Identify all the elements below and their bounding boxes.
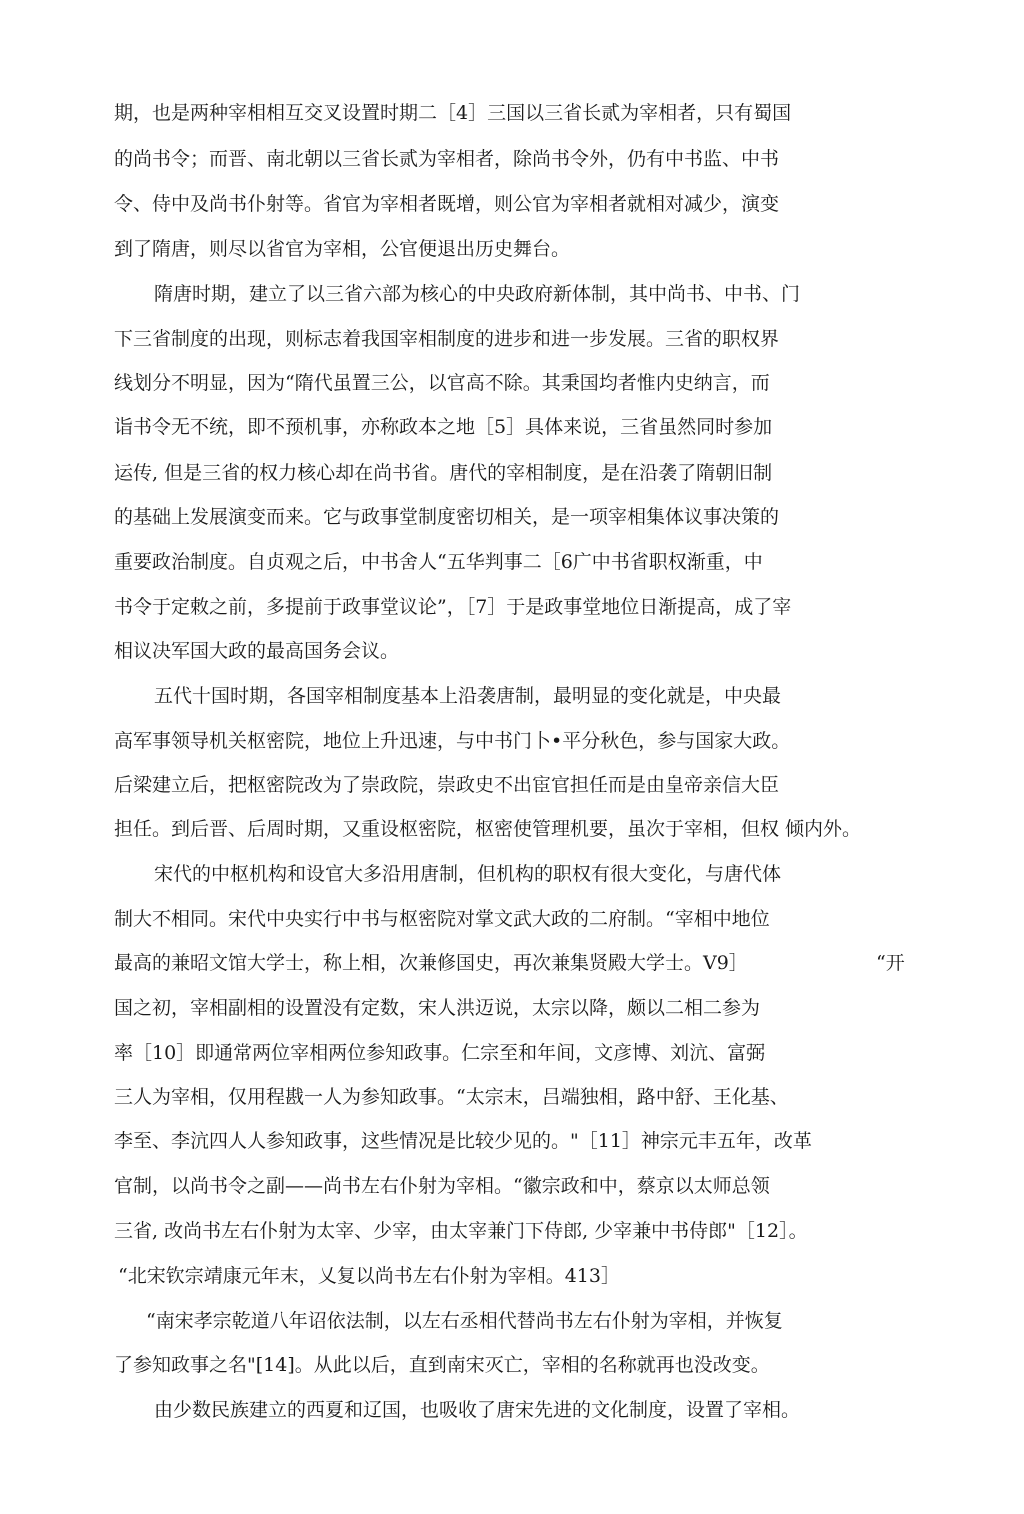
text-line: 了参知政事之名"[14]。从此以后，直到南宋灭亡，宰相的名称就再也没改变。 — [114, 1354, 770, 1376]
text-line: 三人为宰相，仅用程戡一人为参知政事。“太宗末，吕端独相，路中舒、王化基、 — [114, 1086, 789, 1108]
text-line: 高军事领导机关枢密院，地位上升迅速，与中书门卜•平分秋色，参与国家大政。 — [114, 730, 791, 752]
text-line: “南宋孝宗乾道八年诏依法制，以左右丞相代替尚书左右仆射为宰相，并恢复 — [146, 1310, 783, 1332]
text-line: “开 — [876, 952, 905, 974]
text-line: 宋代的中枢机构和设官大多沿用唐制，但机构的职权有很大变化，与唐代体 — [154, 863, 782, 885]
text-line: 最高的兼昭文馆大学士，称上相，次兼修国史，再次兼集贤殿大学士。V9］ — [114, 952, 748, 974]
text-line: 相议决军国大政的最高国务会议。 — [114, 640, 400, 662]
text-line: 书令于定敕之前，多提前于政事堂议论”，［7］于是政事堂地位日渐提高，成了宰 — [114, 596, 792, 618]
text-line: 制大不相同。宋代中央实行中书与枢密院对掌文武大政的二府制。“宰相中地位 — [114, 908, 770, 930]
text-line: 官制，以尚书令之副——尚书左右仆射为宰相。“徽宗政和中，蔡京以太师总领 — [114, 1175, 770, 1197]
text-line: 诣书令无不统，即不预机事，亦称政本之地［5］具体来说，三省虽然同时参加 — [114, 416, 773, 438]
text-line: 三省, 改尚书左右仆射为太宰、少宰，由太宰兼门下侍郎, 少宰兼中书侍郎"［12］。 — [114, 1220, 808, 1242]
text-line: 李至、李沆四人人参知政事，这些情况是比较少见的。"［11］神宗元丰五年，改革 — [114, 1130, 812, 1152]
text-line: “北宋钦宗靖康元年末，乂复以尚书左右仆射为宰相。413］ — [118, 1265, 620, 1287]
text-line: 重要政治制度。自贞观之后，中书舍人“五华判事二［6广中书省职权渐重，中 — [114, 551, 763, 573]
text-line: 后梁建立后，把枢密院改为了崇政院，崇政史不出宦官担任而是由皇帝亲信大臣 — [114, 774, 780, 796]
text-line: 担任。到后晋、后周时期，又重设枢密院，枢密使管理机要，虽次于宰相，但权 倾内外。 — [114, 818, 862, 840]
text-line: 期，也是两种宰相相互交叉设置时期二［4］三国以三省长贰为宰相者，只有蜀国 — [114, 102, 792, 124]
text-line: 隋唐时期，建立了以三省六部为核心的中央政府新体制，其中尚书、中书、门 — [154, 283, 801, 305]
text-line: 下三省制度的出现，则标志着我国宰相制度的进步和进一步发展。三省的职权界 — [114, 328, 780, 350]
text-line: 线划分不明显，因为“隋代虽置三公，以官高不除。其秉国均者惟内史纳言，而 — [114, 372, 770, 394]
text-line: 到了隋唐，则尽以省官为宰相，公官便退出历史舞台。 — [114, 238, 571, 260]
text-line: 五代十国时期，各国宰相制度基本上沿袭唐制，最明显的变化就是，中央最 — [154, 685, 782, 707]
text-line: 运传, 但是三省的权力核心却在尚书省。唐代的宰相制度，是在沿袭了隋朝旧制 — [114, 462, 773, 484]
text-line: 由少数民族建立的西夏和辽国，也吸收了唐宋先进的文化制度，设置了宰相。 — [154, 1399, 801, 1421]
text-line: 的基础上发展演变而来。它与政事堂制度密切相关，是一项宰相集体议事决策的 — [114, 506, 780, 528]
text-line: 令、侍中及尚书仆射等。省官为宰相者既增，则公官为宰相者就相对减少，演变 — [114, 193, 780, 215]
text-line: 率［10］即通常两位宰相两位参知政事。仁宗至和年间，文彦博、刘沆、富弼 — [114, 1042, 766, 1064]
text-line: 国之初，宰相副相的设置没有定数，宋人洪迈说，太宗以降，颇以二相二参为 — [114, 997, 761, 1019]
text-line: 的尚书令；而晋、南北朝以三省长贰为宰相者，除尚书令外，仍有中书监、中书 — [114, 148, 780, 170]
